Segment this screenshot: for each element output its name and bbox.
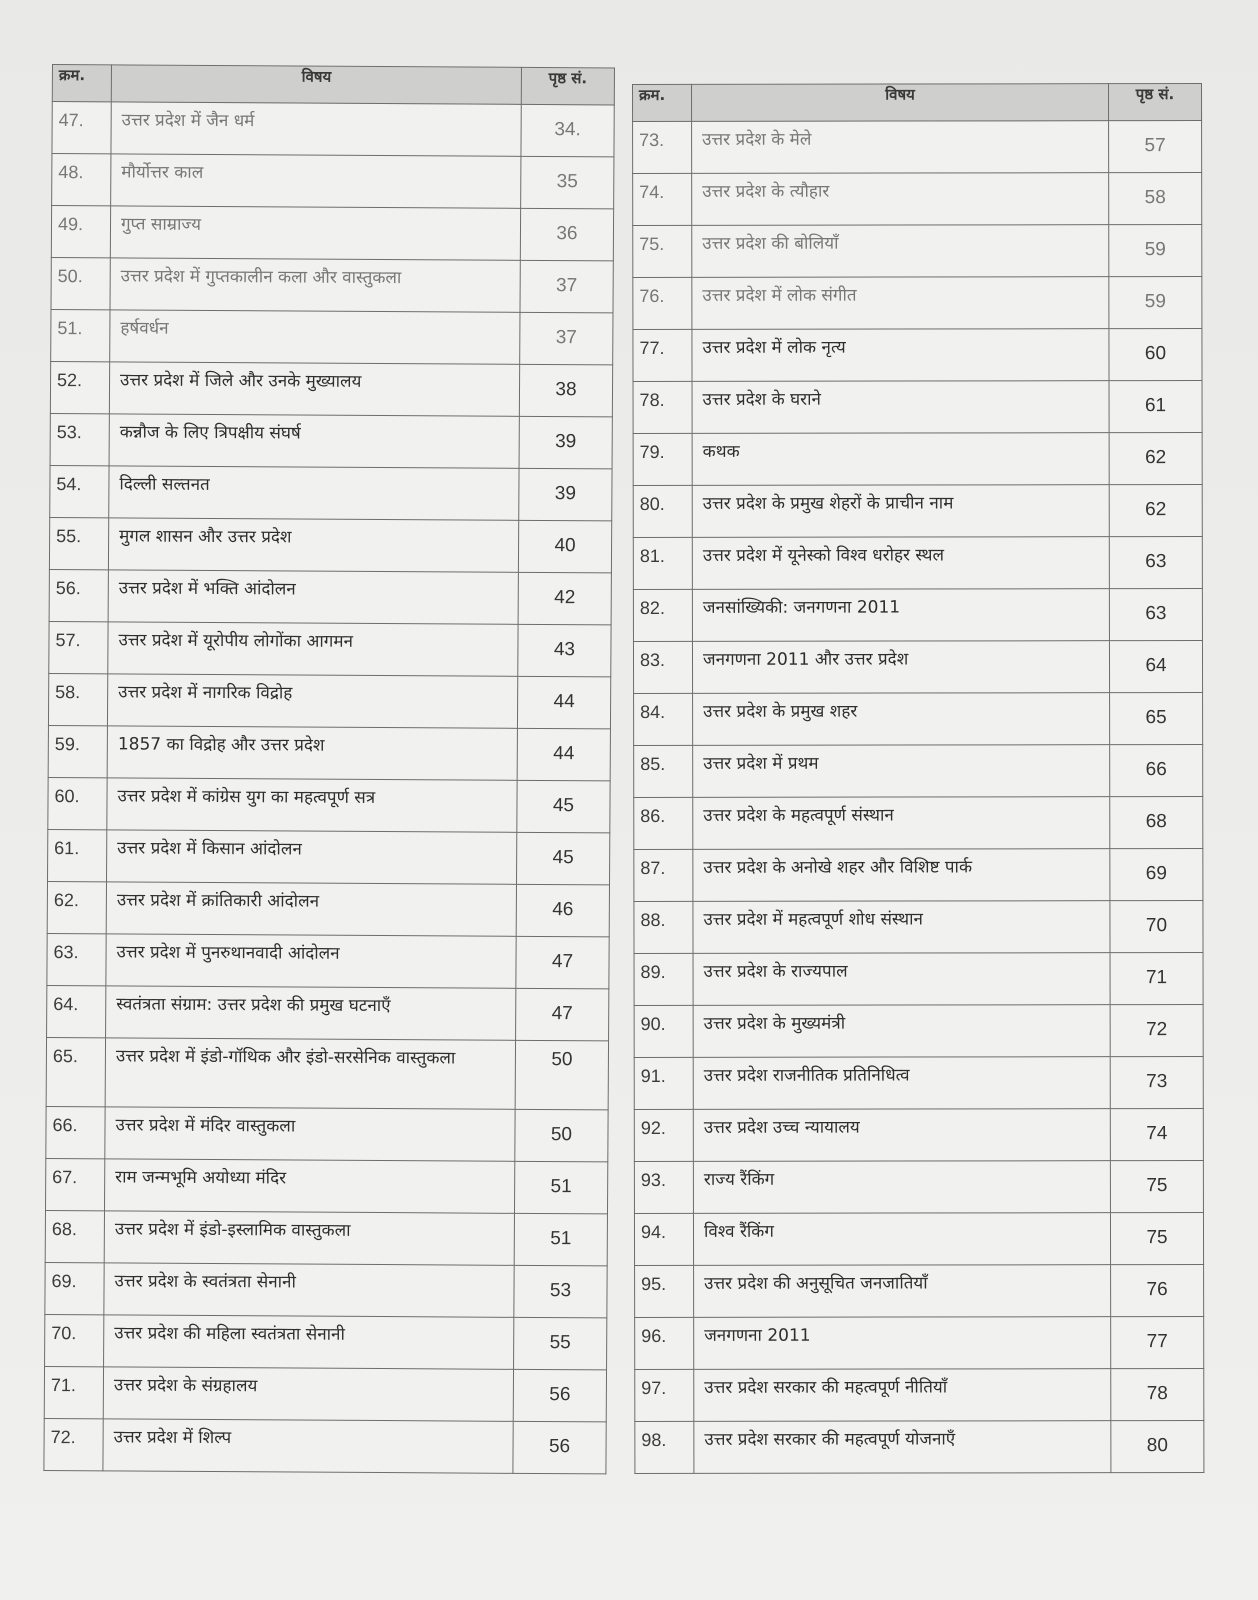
serial-number: 79. <box>633 433 692 485</box>
topic-title: उत्तर प्रदेश में जैन धर्म <box>111 102 521 157</box>
serial-number: 82. <box>633 589 692 641</box>
toc-row <box>45 1210 607 1265</box>
serial-number: 63. <box>47 933 106 985</box>
toc-row <box>48 725 610 780</box>
serial-number: 77. <box>633 329 692 381</box>
toc-row <box>633 173 1202 226</box>
page-number: 78 <box>1111 1369 1204 1421</box>
serial-number: 86. <box>634 797 693 849</box>
topic-title: उत्तर प्रदेश के अनोखे शहर और विशिष्ट पार्क <box>693 849 1110 902</box>
toc-row <box>48 829 610 884</box>
serial-number: 58. <box>48 673 107 725</box>
toc-row <box>48 777 610 832</box>
page-number: 37 <box>520 260 613 313</box>
serial-number: 66. <box>46 1106 105 1158</box>
toc-row <box>47 933 609 988</box>
serial-number: 85. <box>634 745 693 797</box>
page-number: 34. <box>521 104 614 157</box>
topic-title: राज्य रैंकिंग <box>693 1161 1110 1214</box>
serial-number: 72. <box>44 1418 103 1470</box>
toc-row <box>45 1262 607 1317</box>
serial-number: 92. <box>634 1109 693 1161</box>
page-number: 80 <box>1111 1421 1204 1473</box>
serial-number: 54. <box>50 465 109 517</box>
topic-title: विश्व रैंकिंग <box>693 1213 1110 1266</box>
topic-title: उत्तर प्रदेश में गुप्तकालीन कला और वास्तुकला <box>110 258 520 313</box>
topic-title: उत्तर प्रदेश के महत्वपूर्ण संस्थान <box>693 797 1110 850</box>
toc-row <box>634 797 1203 850</box>
toc-row <box>635 1265 1204 1318</box>
serial-number: 81. <box>633 537 692 589</box>
page-number: 76 <box>1111 1265 1204 1317</box>
serial-number: 56. <box>49 569 108 621</box>
topic-title: उत्तर प्रदेश में यूरोपीय लोगोंका आगमन <box>108 622 518 677</box>
topic-title: उत्तर प्रदेश में नागरिक विद्रोह <box>107 674 517 729</box>
page-number: 42 <box>518 572 611 625</box>
topic-title: उत्तर प्रदेश में कांग्रेस युग का महत्वपूर्ण सत्र <box>107 778 517 833</box>
serial-number: 53. <box>50 413 109 465</box>
header-row <box>633 84 1202 122</box>
page-number: 77 <box>1111 1317 1204 1369</box>
header-topic: विषय <box>111 65 521 105</box>
page-number: 39 <box>519 416 612 469</box>
topic-title: जनसांख्यिकी: जनगणना 2011 <box>692 589 1109 642</box>
page-number: 51 <box>514 1161 607 1214</box>
topic-title: कथक <box>692 433 1109 486</box>
header-serial-number: क्रम. <box>633 84 692 121</box>
topic-title: कन्नौज के लिए त्रिपक्षीय संघर्ष <box>109 414 519 469</box>
topic-title: उत्तर प्रदेश के राज्यपाल <box>693 953 1110 1006</box>
serial-number: 48. <box>52 154 111 206</box>
topic-title: उत्तर प्रदेश में शिल्प <box>103 1419 513 1474</box>
topic-title: उत्तर प्रदेश में किसान आंदोलन <box>107 830 517 885</box>
topic-title: उत्तर प्रदेश में इंडो-इस्लामिक वास्तुकला <box>104 1211 514 1266</box>
serial-number: 64. <box>47 985 106 1037</box>
serial-number: 76. <box>633 277 692 329</box>
topic-title: उत्तर प्रदेश में इंडो-गॉथिक और इंडो-सरसेनिक वास्तुकला <box>105 1038 515 1110</box>
page-number: 58 <box>1109 173 1202 225</box>
page-number: 47 <box>516 988 609 1041</box>
page-number: 36 <box>520 208 613 261</box>
page-number: 75 <box>1110 1213 1203 1265</box>
toc-row <box>46 1037 608 1109</box>
serial-number: 90. <box>634 1005 693 1057</box>
page-number: 59 <box>1109 225 1202 277</box>
topic-title: मुगल शासन और उत्तर प्रदेश <box>108 518 518 573</box>
topic-title: दिल्ली सल्तनत <box>109 466 519 521</box>
toc-row <box>44 1366 606 1421</box>
serial-number: 87. <box>634 849 693 901</box>
toc-row <box>634 1057 1203 1110</box>
toc-table-left <box>43 64 615 1474</box>
toc-row <box>50 465 612 520</box>
serial-number: 50. <box>51 257 110 309</box>
topic-title: उत्तर प्रदेश में महत्वपूर्ण शोध संस्थान <box>693 901 1110 954</box>
toc-row <box>634 901 1203 954</box>
page-number: 60 <box>1109 329 1202 381</box>
page-number: 45 <box>517 780 610 833</box>
toc-row <box>634 745 1203 798</box>
page-number: 53 <box>514 1265 607 1318</box>
page-number: 65 <box>1110 693 1203 745</box>
toc-row <box>635 1369 1204 1422</box>
page-number: 73 <box>1110 1057 1203 1109</box>
serial-number: 89. <box>634 953 693 1005</box>
toc-row <box>634 1161 1203 1214</box>
topic-title: उत्तर प्रदेश उच्च न्यायालय <box>693 1109 1110 1162</box>
topic-title: उत्तर प्रदेश के मेले <box>692 121 1109 174</box>
topic-title: उत्तर प्रदेश राजनीतिक प्रतिनिधित्व <box>693 1057 1110 1110</box>
serial-number: 73. <box>633 121 692 173</box>
serial-number: 88. <box>634 901 693 953</box>
serial-number: 70. <box>45 1314 104 1366</box>
toc-row <box>633 225 1202 278</box>
toc-row <box>52 102 614 157</box>
topic-title: उत्तर प्रदेश के प्रमुख शेहरों के प्राचीन नाम <box>692 485 1109 538</box>
toc-row <box>51 206 613 261</box>
topic-title: उत्तर प्रदेश सरकार की महत्वपूर्ण योजनाएँ <box>694 1421 1111 1474</box>
page-number: 44 <box>517 728 610 781</box>
topic-title: स्वतंत्रता संग्राम: उत्तर प्रदेश की प्रमुख घटनाएँ <box>106 986 516 1041</box>
topic-title: उत्तर प्रदेश की अनुसूचित जनजातियाँ <box>694 1265 1111 1318</box>
page-number: 38 <box>519 364 612 417</box>
serial-number: 94. <box>634 1213 693 1265</box>
page-number: 71 <box>1110 953 1203 1005</box>
serial-number: 62. <box>47 881 106 933</box>
serial-number: 47. <box>52 102 111 154</box>
toc-row <box>635 1421 1204 1474</box>
serial-number: 83. <box>633 641 692 693</box>
toc-row <box>45 1158 607 1213</box>
page-number: 66 <box>1110 745 1203 797</box>
toc-row <box>49 569 611 624</box>
toc-row <box>49 621 611 676</box>
toc-row <box>634 1213 1203 1266</box>
page-number: 37 <box>520 312 613 365</box>
toc-row <box>48 673 610 728</box>
toc-row <box>49 517 611 572</box>
serial-number: 51. <box>51 309 110 361</box>
serial-number: 69. <box>45 1262 104 1314</box>
topic-title: उत्तर प्रदेश में क्रांतिकारी आंदोलन <box>106 882 516 937</box>
serial-number: 80. <box>633 485 692 537</box>
serial-number: 60. <box>48 777 107 829</box>
topic-title: उत्तर प्रदेश सरकार की महत्वपूर्ण नीतियाँ <box>694 1369 1111 1422</box>
header-topic: विषय <box>692 84 1109 122</box>
serial-number: 61. <box>48 829 107 881</box>
page-number: 57 <box>1109 121 1202 173</box>
serial-number: 95. <box>635 1265 694 1317</box>
toc-row <box>47 985 609 1040</box>
page-number: 50 <box>515 1109 608 1162</box>
topic-title: उत्तर प्रदेश की बोलियाँ <box>692 225 1109 278</box>
toc-row <box>634 693 1203 746</box>
serial-number: 74. <box>633 173 692 225</box>
serial-number: 49. <box>51 206 110 258</box>
serial-number: 59. <box>48 725 107 777</box>
page-number: 70 <box>1110 901 1203 953</box>
topic-title: मौर्योत्तर काल <box>111 154 521 209</box>
page-number: 56 <box>513 1369 606 1422</box>
serial-number: 52. <box>50 361 109 413</box>
page-number: 51 <box>514 1213 607 1266</box>
toc-row <box>634 953 1203 1006</box>
toc-row <box>633 381 1202 434</box>
topic-title: उत्तर प्रदेश में भक्ति आंदोलन <box>108 570 518 625</box>
page-number: 46 <box>516 884 609 937</box>
toc-row <box>633 485 1202 538</box>
toc-table-right <box>632 83 1204 1474</box>
page-number: 63 <box>1109 537 1202 589</box>
topic-title: उत्तर प्रदेश की महिला स्वतंत्रता सेनानी <box>104 1315 514 1370</box>
toc-row <box>46 1106 608 1161</box>
page-number: 56 <box>513 1421 606 1474</box>
page-number: 43 <box>518 624 611 677</box>
toc-row <box>50 413 612 468</box>
topic-title: राम जन्मभूमि अयोध्या मंदिर <box>104 1159 514 1214</box>
page-number: 40 <box>518 520 611 573</box>
serial-number: 57. <box>49 621 108 673</box>
toc-row <box>51 257 613 312</box>
header-row <box>52 65 614 105</box>
toc-body-left <box>44 102 614 1474</box>
topic-title: गुप्त साम्राज्य <box>110 206 520 261</box>
serial-number: 84. <box>634 693 693 745</box>
page-number: 59 <box>1109 277 1202 329</box>
page-number: 55 <box>514 1317 607 1370</box>
topic-title: 1857 का विद्रोह और उत्तर प्रदेश <box>107 726 517 781</box>
topic-title: उत्तर प्रदेश के मुख्यमंत्री <box>693 1005 1110 1058</box>
topic-title: उत्तर प्रदेश के त्यौहार <box>692 173 1109 226</box>
page-number: 44 <box>517 676 610 729</box>
serial-number: 78. <box>633 381 692 433</box>
page-number: 68 <box>1110 797 1203 849</box>
toc-row <box>634 1109 1203 1162</box>
toc-body-right <box>633 121 1204 1474</box>
toc-row <box>633 641 1202 694</box>
page-number: 74 <box>1110 1109 1203 1161</box>
topic-title: उत्तर प्रदेश में लोक नृत्य <box>692 329 1109 382</box>
toc-row <box>50 361 612 416</box>
toc-row <box>633 121 1202 174</box>
topic-title: उत्तर प्रदेश के प्रमुख शहर <box>693 693 1110 746</box>
topic-title: उत्तर प्रदेश में जिले और उनके मुख्यालय <box>109 362 519 417</box>
page-number: 62 <box>1109 433 1202 485</box>
page-number: 63 <box>1109 589 1202 641</box>
topic-title: उत्तर प्रदेश में पुनरुथानवादी आंदोलन <box>106 934 516 989</box>
header-page-number: पृष्ठ सं. <box>1109 84 1202 121</box>
page-number: 72 <box>1110 1005 1203 1057</box>
page-number: 45 <box>516 832 609 885</box>
serial-number: 97. <box>635 1369 694 1421</box>
serial-number: 75. <box>633 225 692 277</box>
serial-number: 93. <box>634 1161 693 1213</box>
serial-number: 98. <box>635 1421 694 1473</box>
topic-title: उत्तर प्रदेश के घराने <box>692 381 1109 434</box>
toc-row <box>633 433 1202 486</box>
serial-number: 96. <box>635 1317 694 1369</box>
page-number: 39 <box>519 468 612 521</box>
topic-title: उत्तर प्रदेश में लोक संगीत <box>692 277 1109 330</box>
topic-title: उत्तर प्रदेश के स्वतंत्रता सेनानी <box>104 1263 514 1318</box>
serial-number: 67. <box>45 1158 104 1210</box>
topic-title: उत्तर प्रदेश में प्रथम <box>693 745 1110 798</box>
serial-number: 71. <box>44 1366 103 1418</box>
toc-row <box>633 329 1202 382</box>
toc-row <box>633 277 1202 330</box>
topic-title: हर्षवर्धन <box>110 310 520 365</box>
toc-row <box>634 1005 1203 1058</box>
page-number: 64 <box>1109 641 1202 693</box>
toc-row <box>52 154 614 209</box>
topic-title: जनगणना 2011 <box>694 1317 1111 1370</box>
serial-number: 68. <box>45 1210 104 1262</box>
page-number: 69 <box>1110 849 1203 901</box>
toc-row <box>45 1314 607 1369</box>
page-number: 62 <box>1109 485 1202 537</box>
toc-row <box>634 849 1203 902</box>
page-number: 50 <box>515 1040 608 1110</box>
serial-number: 65. <box>46 1037 105 1106</box>
toc-row <box>635 1317 1204 1370</box>
toc-row <box>44 1418 606 1473</box>
header-page-number: पृष्ठ सं. <box>521 67 614 105</box>
serial-number: 55. <box>49 517 108 569</box>
topic-title: उत्तर प्रदेश के संग्रहालय <box>103 1367 513 1422</box>
page-number: 47 <box>516 936 609 989</box>
serial-number: 91. <box>634 1057 693 1109</box>
page-number: 35 <box>521 156 614 209</box>
topic-title: उत्तर प्रदेश में यूनेस्को विश्व धरोहर स्थल <box>692 537 1109 590</box>
toc-row <box>633 589 1202 642</box>
topic-title: उत्तर प्रदेश में मंदिर वास्तुकला <box>105 1107 515 1162</box>
topic-title: जनगणना 2011 और उत्तर प्रदेश <box>692 641 1109 694</box>
toc-row <box>47 881 609 936</box>
page-number: 61 <box>1109 381 1202 433</box>
header-serial-number: क्रम. <box>52 65 111 102</box>
page-number: 75 <box>1110 1161 1203 1213</box>
toc-row <box>51 309 613 364</box>
toc-row <box>633 537 1202 590</box>
